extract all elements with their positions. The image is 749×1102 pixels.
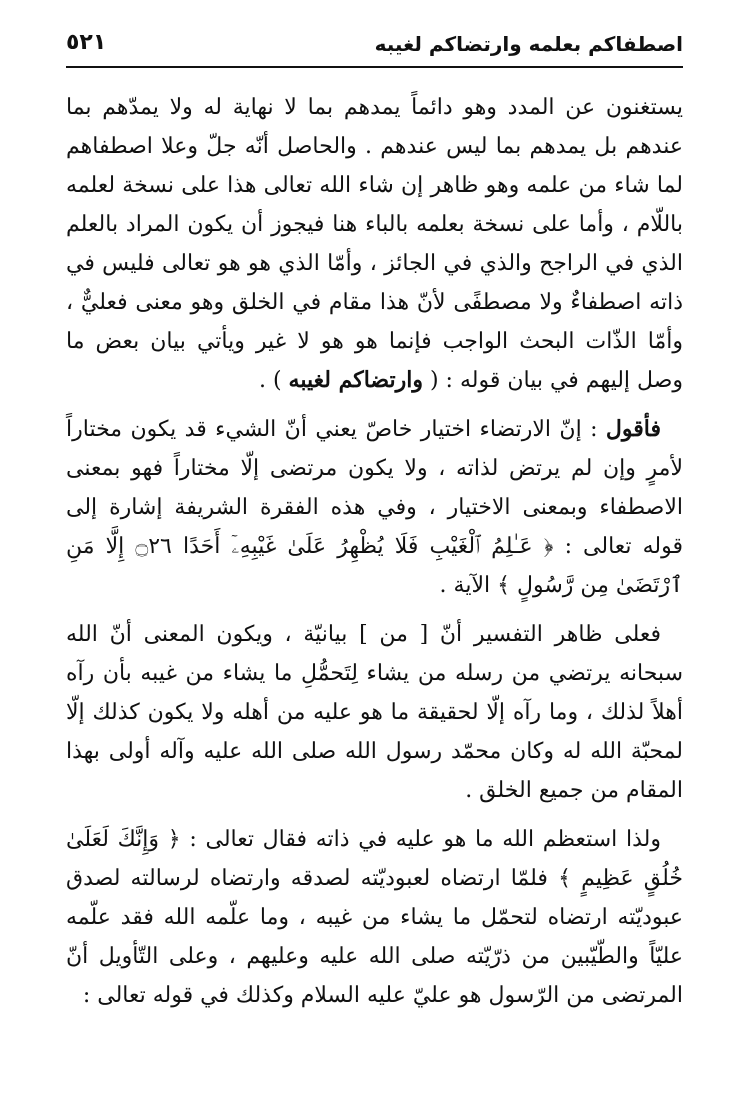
quoted-phrase: وارتضاكم لغيبه bbox=[288, 367, 423, 393]
page-number: ٥٢١ bbox=[66, 30, 107, 55]
paragraph-2-tail: الآية . bbox=[439, 573, 491, 598]
page-header bbox=[66, 26, 683, 68]
running-title: اصطفاكم بعلمه وارتضاكم لغيبه bbox=[374, 32, 683, 56]
paragraph-1-tail: ) . bbox=[258, 368, 282, 393]
paragraph-1 bbox=[66, 88, 683, 400]
quran-verse-1: ﴿ عَـٰلِمُ ٱلْغَيْبِ فَلَا يُظْهِرُ عَلَىٰ غَيْبِهِۦٓ أَحَدًا ۝٢٦ إِلَّا مَنِ ٱرْتَضَىٰ مِن رَّسُولٍ ﴾ bbox=[66, 534, 683, 598]
paragraph-2-lead: فأقول bbox=[605, 416, 661, 442]
paragraph-4-tail: فلمّا ارتضاه لعبوديّته لصدقه وارتضاه لرسالته لصدق عبوديّته ارتضاه لتحمّل ما يشاء من غيبه ، وما علّمه الله فقد علّمه عليّاً والطّيّبين من ذرّيّته صلى الله عليه وعليهم ، وعلى التّأويل أنّ المرتضى من الرّسول هو عليّ عليه السلام وكذلك في قوله تعالى : bbox=[66, 866, 683, 1008]
paragraph-2-text: : إنّ الارتضاء اختيار خاصّ يعني أنّ الشيء قد يكون مختاراً لأمرٍ وإن لم يرتض لذاته ، ولا يكون مرتضى إلّا مختاراً فهو بمعنى الاصطفاء وبمعنى الاختيار ، وفي هذه الفقرة الشريفة إشارة إلى قوله تعالى : bbox=[66, 417, 683, 559]
paragraph-3-text: فعلى ظاهر التفسير أنّ [ من ] بيانيّة ، ويكون المعنى أنّ الله سبحانه يرتضي من رسله من يشاء لِتَحمُّلِ ما يشاء من غيبه بأن رآه أهلاً لذلك ، وما رآه إلّا لحقيقة ما هو عليه من أهله ولا يكون كذلك إلّا لمحبّة الله له وكان محمّد رسول الله صلى الله عليه وآله أولى بهذا المقام من جميع الخلق . bbox=[66, 622, 683, 803]
page-body bbox=[66, 88, 683, 1015]
paragraph-2 bbox=[66, 410, 683, 605]
quran-verse-2: ﴿ وَإِنَّكَ لَعَلَىٰ خُلُقٍ عَظِيمٍ ﴾ bbox=[66, 827, 684, 891]
paragraph-4 bbox=[66, 820, 683, 1015]
paragraph-1-text: يستغنون عن المدد وهو دائماً يمدهم بما لا نهاية له ولا يمدّهم بما عندهم بل يمدهم بما ليس عندهم . والحاصل أنّه جلّ وعلا اصطفاهم لما شاء من علمه وهو ظاهر إن شاء الله تعالى هذا على نسخة لعلمه باللّام ، وأما على نسخة بعلمه بالباء هنا فيجوز أن يكون المراد بالعلم الذي في الراجح والذي في الجائز ، وأمّا الذي هو هو تعالى فليس في ذاته اصطفاءٌ ولا مصطفًى لأنّ هذا مقام في الخلق وهو معنى فعليٌّ ، وأمّا الذّات البحث الواجب فإنما هو هو لا غير ويأتي بيان بعض ما وصل إليهم في بيان قوله : ( bbox=[66, 95, 683, 393]
paragraph-3 bbox=[66, 615, 683, 810]
paragraph-4-text: ولذا استعظم الله ما هو عليه في ذاته فقال تعالى : bbox=[189, 827, 661, 852]
